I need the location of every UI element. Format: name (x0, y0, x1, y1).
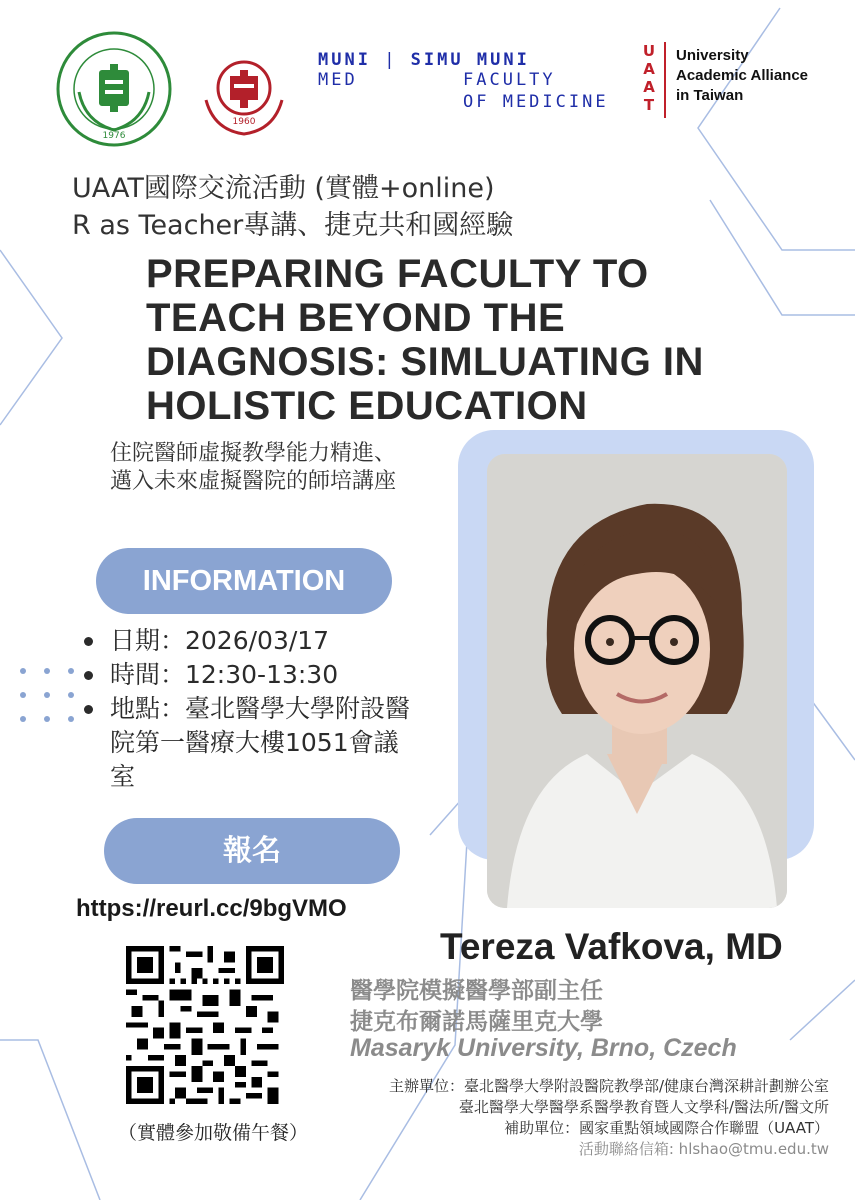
hospital-logo-year: 1976 (102, 131, 126, 141)
event-subtitle (72, 170, 672, 244)
event-description: 住院醫師虛擬教學能力精進、邁入未來虛擬醫院的師培講座 (110, 441, 397, 494)
of-medicine-text: OF MEDICINE (463, 92, 609, 112)
contact-email[interactable]: 活動聯絡信箱: hlshao@tmu.edu.tw (578, 1140, 829, 1158)
event-title: PREPARING FACULTY TO TEACH BEYOND THE DIAGNOSIS: SIMLUATING IN HOLISTIC EDUCATION (146, 252, 704, 428)
register-button[interactable]: 報名 (104, 818, 400, 884)
speaker-university-zh: 捷克布爾諾馬薩里克大學 (350, 1009, 603, 1035)
speaker-affiliation: Masaryk University, Brno, Czech (350, 1034, 737, 1062)
university-logo (188, 30, 300, 142)
muni-med-text: MED (318, 70, 358, 90)
simu-text: SIMU (410, 50, 464, 70)
muni-text-2: MUNI (476, 50, 530, 70)
information-list (84, 624, 414, 794)
time-item: 時間：12:30-13:30 (84, 658, 414, 692)
muni-text: MUNI (318, 50, 371, 70)
muni-logo: MUNI | SIMU MUNI MED FACULTY OF MEDICINE (318, 50, 609, 112)
faculty-text: FACULTY (463, 70, 556, 90)
speaker-role-title: 醫學院模擬醫學部副主任 (350, 978, 603, 1004)
speaker-name: Tereza Vafkova, MD (440, 926, 783, 967)
uaat-logo-text: University Academic Alliance in Taiwan (676, 47, 809, 104)
sponsor-organizer: 補助單位：國家重點領域國際合作聯盟（UAAT） (504, 1119, 829, 1137)
hospital-logo (55, 30, 173, 148)
university-logo-year: 1960 (232, 117, 256, 127)
registration-qr-code[interactable] (126, 946, 284, 1104)
subtitle-line-1: UAAT國際交流活動 (實體+online) (72, 173, 495, 204)
location-item: 地點：臺北醫學大學附設醫院第一醫療大樓1051會議室 (84, 692, 414, 794)
co-host-organizer: 臺北醫學大學醫學系醫學教育暨人文學科/醫法所/醫文所 (458, 1098, 829, 1116)
lunch-note: （實體參加敬備午餐） (118, 1122, 309, 1144)
speaker-photo (487, 454, 787, 908)
uaat-divider (664, 42, 666, 118)
date-item: 日期：2026/03/17 (84, 624, 414, 658)
subtitle-line-2: R as Teacher專講、捷克共和國經驗 (72, 210, 514, 241)
speaker-role (350, 976, 603, 1038)
host-organizer: 主辦單位：臺北醫學大學附設醫院教學部/健康台灣深耕計劃辦公室 (388, 1077, 829, 1095)
information-header: INFORMATION (96, 548, 392, 614)
uaat-logo-mark: U A A T (642, 42, 656, 114)
registration-link[interactable]: https://reurl.cc/9bgVMO (76, 895, 347, 922)
organizers-block (389, 1076, 829, 1160)
